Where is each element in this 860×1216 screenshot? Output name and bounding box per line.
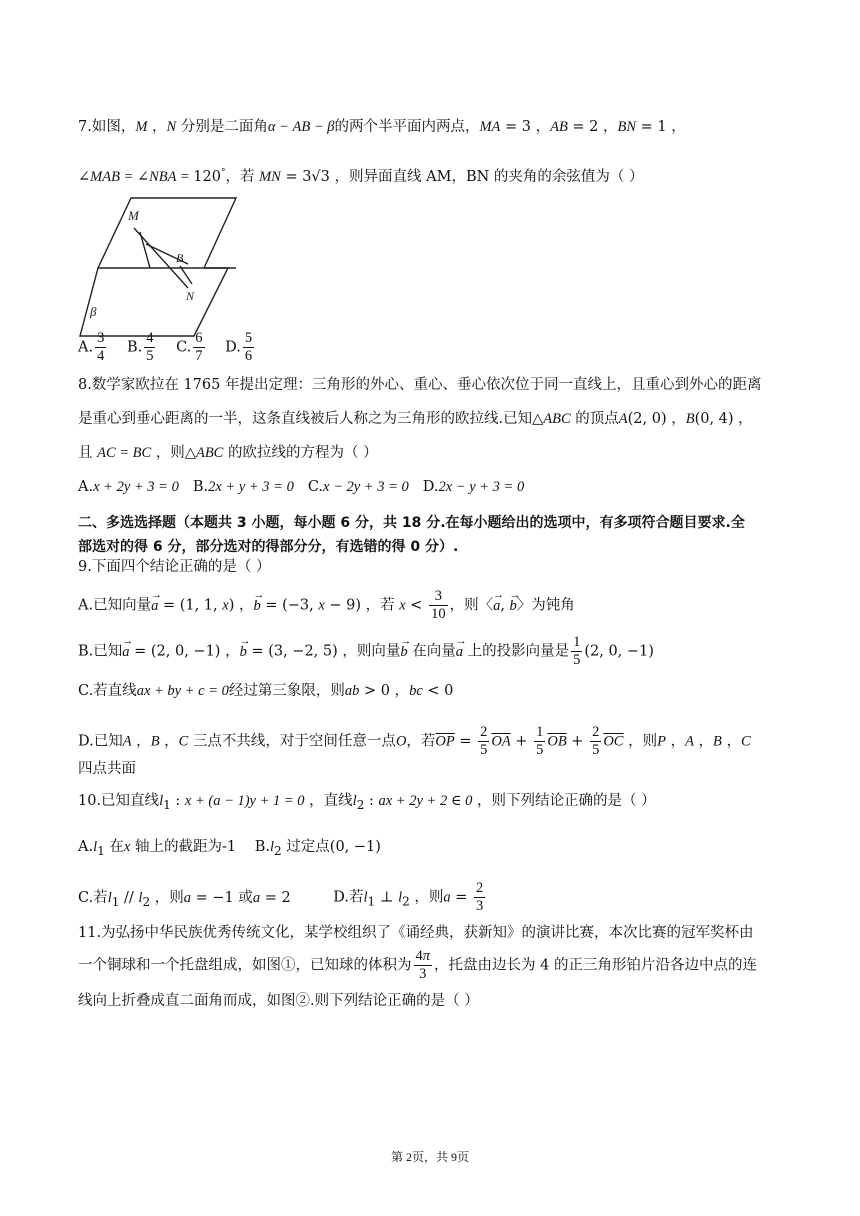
upper-half-plane	[98, 198, 236, 268]
q9-option-c[interactable]: C.若直线ax + by + c = 0经过第三象限，则ab > 0 ，bc < 0	[78, 683, 454, 699]
q8-line3: 且 AC = BC ，则△ABC 的欧拉线的方程为（ ）	[78, 445, 378, 461]
q10-options-cd	[78, 880, 501, 915]
lower-half-plane	[80, 268, 228, 336]
q10-options-ab	[78, 836, 395, 862]
q9-option-d[interactable]: D.已知A ，B ，C 三点不共线，对于空间任意一点O，若$\overline{OP}$ = $\frac{2}{5}$ $\overline{OA}$ + $\frac{1}{5}$ $\overline{OB}$ + $\frac{2}{5}$ $\overline{OC}$ ，则P ，A ，B ，C	[78, 724, 751, 758]
q8-option-d[interactable]: D.2x − y + 3 = 0	[422, 479, 525, 495]
q7-options	[78, 330, 270, 365]
q7-option-b[interactable]: B. $\frac{4}{5}$	[126, 330, 154, 364]
section-heading-line1: 二、多选选择题（本题共 3 小题，每小题 6 分，共 18 分.在每小题给出的选项中，有多项符合题目要求.全	[78, 515, 745, 531]
math-M-N: M	[135, 119, 148, 135]
page-footer: 第 2页，共 9页	[390, 1150, 469, 1164]
q8-options	[78, 476, 538, 498]
section-heading-line2: 部选对的得 6 分，部分选对的得部分分，有选错的得 0 分）.	[78, 539, 459, 555]
q9-option-b[interactable]: B.已知→ a = (2, 0, −1) ，→ b = (3, −2, 5) ，则向量→ b 在向量→ a 上的投影向量是 $\frac{1}{5}$ (2, 0, −1)	[78, 634, 654, 669]
q10-option-d[interactable]: D.若$l_1$ ⊥ $l_2$ ，则a = $\frac{2}{3}$	[333, 880, 484, 914]
segment-MA	[140, 232, 150, 268]
q11-line1: 11.为弘扬中华民族优秀传统文化，某学校组织了《诵经典，获新知》的演讲比赛，本次比赛的冠军奖杯由	[78, 925, 754, 941]
q7-line1: 7.如图，M ，N 分别是二面角α − AB − β的两个半平面内两点，MA = 3 ，AB = 2 ，BN = 1 ，	[78, 119, 686, 135]
q9-option-a[interactable]: A.已知向量→ a = (1, 1, x) ，→ b = (−3, x − 9) ，若 x < $\frac{3}{10}$ ，则〈→ a, → b〉为钝角	[78, 588, 575, 623]
q10-stem: 10.已知直线$l_1$ : x + (a − 1)y + 1 = 0 ，直线$l_2$ : ax + 2y + 2 ∈ 0 ，则下列结论正确的是（ ）	[78, 793, 656, 812]
label-beta: β	[90, 304, 97, 319]
q7-line2: ∠MAB = ∠NBA = 120°，若 MN = 3√3 ，则异面直线 AM，BN 的夹角的余弦值为（ ）	[78, 168, 644, 185]
q10-option-b[interactable]: $B.l_2$ 过定点(0, −1)	[254, 839, 381, 858]
q9-option-d-cont: 四点共面	[78, 761, 136, 777]
q8-option-a[interactable]: A.x + 2y + 3 = 0	[78, 479, 179, 495]
label-B: B	[176, 251, 184, 265]
q7-figure	[76, 192, 248, 342]
q7-option-d[interactable]: D. $\frac{5}{6}$	[225, 330, 253, 364]
label-M: M	[128, 208, 139, 223]
q10-option-a[interactable]: $A.l_1$ 在x 轴上的截距为-1	[78, 839, 237, 858]
q10-option-c[interactable]: C.若$l_1 // l_2$ ，则a = −1 或a = 2	[78, 889, 291, 909]
math-dihedral: α − AB − β	[267, 119, 335, 135]
q11-line3: 线向上折叠成直二面角而成，如图②.则下列结论正确的是（ ）	[78, 993, 479, 1009]
label-N: N	[186, 289, 195, 303]
q8-line2: 是重心到垂心距离的一半，这条直线被后人称之为三角形的欧拉线.已知△ABC 的顶点A(2, 0) ，B(0, 4) ，	[78, 411, 753, 427]
q8-option-b[interactable]: B.2x + y + 3 = 0	[192, 479, 294, 495]
q9-stem: 9.下面四个结论正确的是（ ）	[78, 559, 271, 575]
q11-line2: 一个铜球和一个托盘组成，如图①，已知球的体积为 $\frac{4\pi}{3}$ ，托盘由边长为 4 的正三角形铂片沿各边中点的连	[78, 948, 757, 982]
q7-option-a[interactable]: A. $\frac{3}{4}$	[78, 330, 105, 364]
q8-option-c[interactable]: C.x − 2y + 3 = 0	[307, 479, 409, 495]
q8-line1: 8.数学家欧拉在 1765 年提出定理：三角形的外心、重心、垂心依次位于同一直线上，且重心到外心的距离	[78, 377, 762, 393]
q7-option-c[interactable]: C. $\frac{6}{7}$	[176, 330, 203, 364]
math-angles: ∠MAB = ∠NBA =	[78, 168, 194, 185]
